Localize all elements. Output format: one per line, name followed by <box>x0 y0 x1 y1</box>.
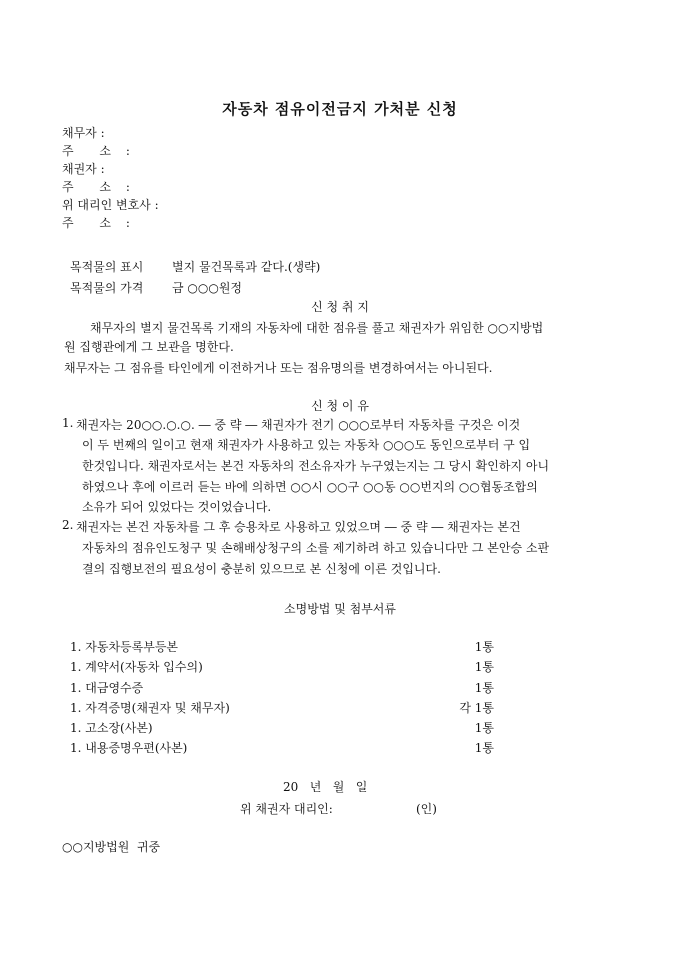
attachment-item: 1. 대금영수증 <box>70 681 144 695</box>
creditor-sep: : <box>96 162 105 176</box>
reason-1-line: 이 두 번째의 일이고 현재 채권자가 사용하고 있는 자동차 ○○○도 동인으로부터 구 입 <box>82 438 531 452</box>
creditor-address-label: 주 소 <box>62 180 122 194</box>
attorney-address-label: 주 소 <box>62 216 122 230</box>
attachment-item: 1. 자동차등록부등본 <box>70 640 179 654</box>
attachment-qty: 1통 <box>474 681 494 695</box>
reasons-heading: 신 청 이 유 <box>311 399 369 413</box>
debtor-label: 채무자 <box>62 126 97 140</box>
purpose-line-2: 원 집행관에게 그 보관을 명한다. <box>64 340 234 354</box>
reason-2-number: 2. <box>62 518 74 532</box>
reason-1-line: 소유가 되어 있었다는 것이었습니다. <box>82 500 272 514</box>
creditor-label: 채권자 <box>62 162 97 176</box>
reason-2-line: 자동차의 점유인도청구 및 손해배상청구의 소를 제기하려 하고 있습니다만 그 본안승 소판 <box>82 541 550 555</box>
attorney-sep: : <box>150 198 159 212</box>
attachment-qty: 각 1통 <box>459 701 494 715</box>
attachment-item: 1. 계약서(자동차 입수의) <box>70 660 203 674</box>
attachment-qty: 1통 <box>474 741 494 755</box>
seal-mark: (인) <box>416 802 437 816</box>
creditor-row <box>62 160 105 177</box>
debtor-address-sep: : <box>122 144 130 158</box>
reason-1-line: 한것입니다. 채권자로서는 본건 자동차의 전소유자가 누구였는지는 그 당시 확인하지 아니 <box>82 459 550 473</box>
reason-1-number: 1. <box>62 416 74 430</box>
debtor-address-row <box>62 142 130 159</box>
signature-date: 20 년 월 일 <box>283 780 368 794</box>
object-display-label: 목적물의 표시 <box>70 260 144 274</box>
court-addressee: ○○지방법원 귀중 <box>62 840 161 854</box>
purpose-line-1: 채무자의 별지 물건목록 기재의 자동차에 대한 점유를 풀고 채권자가 위임한 ○○지방법 <box>90 321 544 335</box>
attachment-qty: 1통 <box>474 721 494 735</box>
debtor-row <box>62 124 105 141</box>
attorney-address-sep: : <box>122 216 130 230</box>
purpose-heading: 신 청 취 지 <box>311 300 369 314</box>
attorney-address-row <box>62 214 130 231</box>
object-display-value: 별지 물건목록과 같다.(생략) <box>172 260 321 274</box>
attachments-heading: 소명방법 및 첨부서류 <box>284 602 396 616</box>
reason-1-line: 채권자는 20○○.○.○. ― 중 략 ― 채권자가 전기 ○○○로부터 자동차를 구것은 이것 <box>76 418 521 432</box>
creditor-address-row <box>62 178 130 195</box>
debtor-address-label: 주 소 <box>62 144 122 158</box>
attorney-row <box>62 196 159 213</box>
debtor-sep: : <box>96 126 105 140</box>
reason-1-line: 하였으나 후에 이르러 듣는 바에 의하면 ○○시 ○○구 ○○동 ○○번지의 ○○협동조합의 <box>82 480 538 494</box>
object-price-value: 금 ○○○원정 <box>172 281 243 295</box>
signer-label: 위 채권자 대리인: <box>240 802 333 816</box>
attachment-item: 1. 자격증명(채권자 및 채무자) <box>70 701 230 715</box>
document-title: 자동차 점유이전금지 가처분 신청 <box>222 100 458 118</box>
purpose-line-3: 채무자는 그 점유를 타인에게 이전하거나 또는 점유명의를 변경하여서는 아니된다. <box>64 361 493 375</box>
attachment-item: 1. 고소장(사본) <box>70 721 153 735</box>
attachment-qty: 1통 <box>474 660 494 674</box>
attorney-label: 위 대리인 변호사 <box>62 198 151 212</box>
reason-2-line: 결의 집행보전의 필요성이 충분히 있으므로 본 신청에 이른 것입니다. <box>82 562 441 576</box>
attachment-item: 1. 내용증명우편(사본) <box>70 741 188 755</box>
reason-2-line: 채권자는 본건 자동차를 그 후 승용차로 사용하고 있었으며 ― 중 략 ― 채권자는 본건 <box>76 520 521 534</box>
attachment-qty: 1통 <box>474 640 494 654</box>
object-price-label: 목적물의 가격 <box>70 281 144 295</box>
creditor-address-sep: : <box>122 180 130 194</box>
